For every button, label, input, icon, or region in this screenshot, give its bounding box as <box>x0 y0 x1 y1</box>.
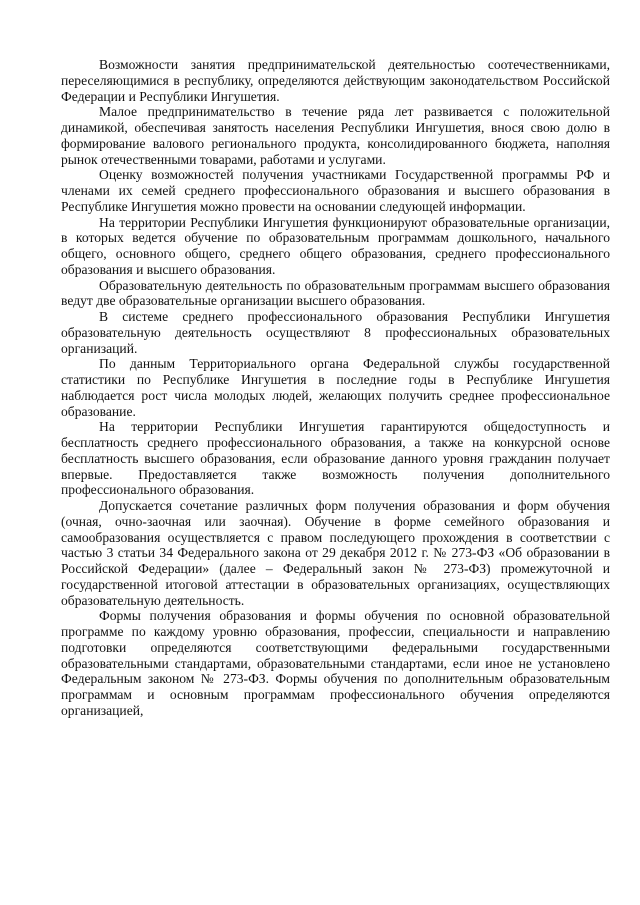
paragraph-small-business: Малое предпринимательство в течение ряда лет развивается с положительной динамикой, обеспечивая занятость населения Республики Ингушетия, внося свою долю в формирование валового регионального продукта, консолидированного бюджета, наполняя рынок отечественными товарами, работами и услугами. <box>61 104 610 167</box>
paragraph-statistics: По данным Территориального органа Федеральной службы государственной статистики по Республике Ингушетия в последние годы в Республике Ингушетия наблюдается рост числа молодых людей, желающих получить среднее профессиональное образование. <box>61 356 610 419</box>
paragraph-entrepreneurship: Возможности занятия предпринимательской деятельностью соотечественниками, переселяющимися в республику, определяются действующим законодательством Российской Федерации и Республики Ингушетия. <box>61 57 610 104</box>
paragraph-educational-organizations: На территории Республики Ингушетия функционируют образовательные организации, в которых ведется обучение по образовательным программам дошкольного, начального общего, основного общего, среднего общего образования, среднего профессионального образования и высшего образования. <box>61 214 610 277</box>
paragraph-forms-of-education: Формы получения образования и формы обучения по основной образовательной программе по каждому уровню образования, профессии, специальности и направлению подготовки определяются соответствующими федеральными государственными образовательными стандартами, образовательными стандартами, если иное не установлено Федеральным законом № 273-ФЗ. Формы обучения по дополнительным образовательным программам и основным программам профессионального обучения определяются организацией, <box>61 608 610 718</box>
paragraph-guarantees: На территории Республики Ингушетия гарантируются общедоступность и бесплатность среднего профессионального образования, а также на конкурсной основе бесплатность высшего образования, если образование данного уровня гражданин получает впервые. Предоставляется также возможность получения дополнительного профессионального образования. <box>61 419 610 498</box>
paragraph-education-assessment: Оценку возможностей получения участниками Государственной программы РФ и членами их семей среднего профессионального образования и высшего образования в Республике Ингушетия можно провести на основании следующей информации. <box>61 167 610 214</box>
paragraph-higher-education: Образовательную деятельность по образовательным программам высшего образования ведут две образовательные организации высшего образования. <box>61 277 610 309</box>
paragraph-vocational-education: В системе среднего профессионального образования Республики Ингушетия образовательную деятельность осуществляют 8 профессиональных образовательных организаций. <box>61 309 610 356</box>
paragraph-forms-combination: Допускается сочетание различных форм получения образования и форм обучения (очная, очно-заочная или заочная). Обучение в форме семейного образования и самообразования осуществляется с правом последующего прохождения в соответствии с частью 3 статьи 34 Федерального закона от 29 декабря 2012 г. № 273-ФЗ «Об образовании в Российской Федерации» (далее – Федеральный закон № 273-ФЗ) промежуточной и государственной итоговой аттестации в образовательных организациях, осуществляющих образовательную деятельность. <box>61 498 610 608</box>
